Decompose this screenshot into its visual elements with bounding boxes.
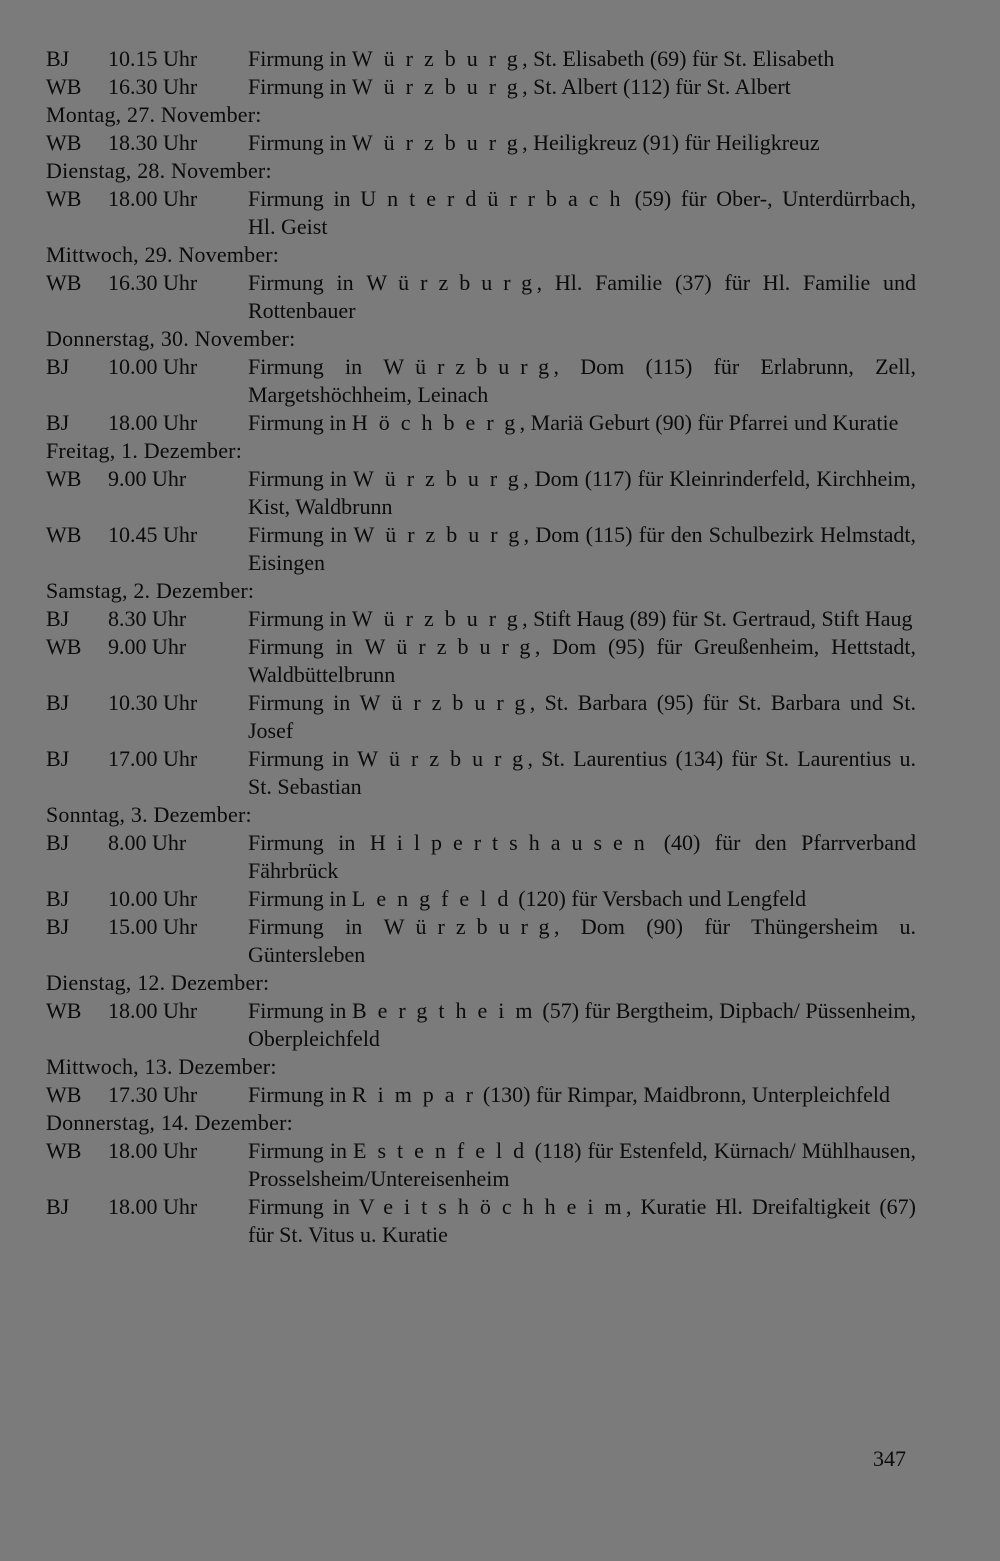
entry-place: Würzburg bbox=[383, 914, 561, 939]
schedule-entry bbox=[46, 829, 916, 885]
officiant-code: WB bbox=[46, 1082, 82, 1107]
entry-details: , Heiligkreuz (91) für Heiligkreuz bbox=[522, 130, 820, 155]
day-heading: Freitag, 1. Dezember: bbox=[46, 438, 243, 463]
schedule-entry bbox=[46, 45, 916, 73]
entry-details: , Dom (115) für Erlabrunn, Zell, Margetshöchheim, Leinach bbox=[248, 354, 917, 407]
entry-details: , Kuratie Hl. Dreifaltigkeit (67) für St. Vitus u. Kuratie bbox=[248, 1194, 916, 1247]
entry-details: (40) für den Pfarrverband Fährbrück bbox=[248, 830, 916, 883]
entry-prefix: Firmung in bbox=[248, 74, 347, 99]
schedule-entry bbox=[46, 885, 916, 913]
entry-time: 10.00 Uhr bbox=[108, 354, 198, 379]
entry-details: , St. Elisabeth (69) für St. Elisabeth bbox=[522, 46, 835, 71]
entry-place: Würzburg bbox=[351, 74, 529, 99]
entry-place: Würzburg bbox=[359, 690, 537, 715]
entry-prefix: Firmung in bbox=[248, 46, 347, 71]
officiant-code: WB bbox=[46, 998, 82, 1023]
entry-details: , Hl. Familie (37) für Hl. Familie und Rottenbauer bbox=[248, 270, 917, 323]
schedule-entry bbox=[46, 353, 916, 409]
day-heading: Montag, 27. November: bbox=[46, 102, 262, 127]
entry-description bbox=[248, 913, 916, 969]
entry-time: 18.00 Uhr bbox=[108, 1194, 198, 1219]
officiant-code: BJ bbox=[46, 1194, 70, 1219]
entry-place: Würzburg bbox=[352, 466, 530, 491]
entry-details: , Dom (90) für Thüngersheim u. Güntersleben bbox=[248, 914, 916, 967]
entry-place: Hilpertshausen bbox=[369, 830, 656, 855]
entry-details: , Dom (115) für den Schulbezirk Helmstadt, Eisingen bbox=[248, 522, 916, 575]
entry-details: , Dom (95) für Greußenheim, Hettstadt, Waldbüttelbrunn bbox=[248, 634, 917, 687]
entry-time: 8.30 Uhr bbox=[108, 606, 187, 631]
entry-details: , Mariä Geburt (90) für Pfarrei und Kuratie bbox=[519, 410, 899, 435]
day-heading: Sonntag, 3. Dezember: bbox=[46, 802, 252, 827]
entry-prefix: Firmung in bbox=[248, 634, 353, 659]
day-heading: Dienstag, 28. November: bbox=[46, 158, 272, 183]
day-heading: Mittwoch, 29. November: bbox=[46, 242, 280, 267]
schedule-entry bbox=[46, 745, 916, 801]
entry-prefix: Firmung in bbox=[248, 886, 347, 911]
entry-prefix: Firmung in bbox=[248, 690, 351, 715]
officiant-code: BJ bbox=[46, 830, 70, 855]
entry-place: Würzburg bbox=[364, 634, 542, 659]
officiant-code: BJ bbox=[46, 46, 70, 71]
officiant-code: WB bbox=[46, 270, 82, 295]
entry-place: Würzburg bbox=[351, 606, 529, 631]
entry-time: 18.00 Uhr bbox=[108, 998, 198, 1023]
schedule-entry bbox=[46, 73, 916, 101]
schedule-entry bbox=[46, 129, 916, 157]
entry-time: 18.00 Uhr bbox=[108, 186, 198, 211]
officiant-code: WB bbox=[46, 522, 82, 547]
entry-description bbox=[248, 1137, 916, 1193]
entry-description bbox=[248, 997, 916, 1053]
entry-prefix: Firmung in bbox=[248, 1082, 347, 1107]
entry-prefix: Firmung in bbox=[248, 606, 347, 631]
entry-description bbox=[248, 689, 916, 745]
entry-prefix: Firmung in bbox=[248, 1194, 350, 1219]
entry-time: 16.30 Uhr bbox=[108, 270, 198, 295]
officiant-code: WB bbox=[46, 466, 82, 491]
officiant-code: BJ bbox=[46, 886, 70, 911]
entry-description bbox=[248, 605, 916, 633]
entry-details: , Dom (117) für Kleinrinderfeld, Kirchheim, Kist, Waldbrunn bbox=[248, 466, 916, 519]
entry-details: , St. Albert (112) für St. Albert bbox=[522, 74, 791, 99]
entry-description bbox=[248, 129, 916, 157]
entry-description bbox=[248, 633, 916, 689]
day-heading: Donnerstag, 30. November: bbox=[46, 326, 296, 351]
entry-time: 10.00 Uhr bbox=[108, 886, 198, 911]
entry-description bbox=[248, 409, 916, 437]
entry-prefix: Firmung in bbox=[248, 914, 363, 939]
officiant-code: WB bbox=[46, 130, 82, 155]
entry-details: , St. Laurentius (134) für St. Laurentius u. St. Sebastian bbox=[248, 746, 916, 799]
schedule-entry bbox=[46, 185, 916, 241]
entry-description bbox=[248, 269, 916, 325]
entry-description bbox=[248, 185, 916, 241]
entry-prefix: Firmung in bbox=[248, 130, 347, 155]
day-heading: Donnerstag, 14. Dezember: bbox=[46, 1110, 293, 1135]
entry-description bbox=[248, 1081, 916, 1109]
entry-place: Würzburg bbox=[351, 46, 529, 71]
entry-place: Würzburg bbox=[357, 746, 535, 771]
schedule-entry bbox=[46, 997, 916, 1053]
entry-place: Veitshöchheim bbox=[358, 1194, 633, 1219]
entry-description bbox=[248, 45, 916, 73]
entry-place: Unterdürrbach bbox=[360, 186, 632, 211]
entry-details: (120) für Versbach und Lengfeld bbox=[512, 886, 807, 911]
entry-description bbox=[248, 73, 916, 101]
entry-time: 15.00 Uhr bbox=[108, 914, 198, 939]
entry-description bbox=[248, 829, 916, 885]
schedule-entry bbox=[46, 689, 916, 745]
entry-time: 17.00 Uhr bbox=[108, 746, 198, 771]
officiant-code: BJ bbox=[46, 746, 70, 771]
entry-description bbox=[248, 1193, 916, 1249]
entry-place: Würzburg bbox=[351, 130, 529, 155]
schedule-entry bbox=[46, 1137, 916, 1193]
entry-prefix: Firmung in bbox=[248, 354, 363, 379]
entry-time: 18.00 Uhr bbox=[108, 1138, 198, 1163]
entry-place: Rimpar bbox=[351, 1082, 484, 1107]
entry-prefix: Firmung in bbox=[248, 466, 347, 491]
schedule-list bbox=[46, 45, 916, 1249]
page-number: 347 bbox=[873, 1446, 906, 1471]
day-heading: Mittwoch, 13. Dezember: bbox=[46, 1054, 277, 1079]
officiant-code: BJ bbox=[46, 606, 70, 631]
entry-details: (59) für Ober-, Unterdürrbach, Hl. Geist bbox=[248, 186, 916, 239]
schedule-entry bbox=[46, 1193, 916, 1249]
entry-place: Lengfeld bbox=[351, 886, 520, 911]
schedule-entry bbox=[46, 633, 916, 689]
officiant-code: BJ bbox=[46, 410, 70, 435]
entry-time: 17.30 Uhr bbox=[108, 1082, 198, 1107]
entry-time: 18.00 Uhr bbox=[108, 410, 198, 435]
entry-time: 18.30 Uhr bbox=[108, 130, 198, 155]
entry-description bbox=[248, 745, 916, 801]
entry-place: Würzburg bbox=[383, 354, 561, 379]
entry-time: 16.30 Uhr bbox=[108, 74, 198, 99]
entry-details: (130) für Rimpar, Maidbronn, Unterpleichfeld bbox=[477, 1082, 891, 1107]
entry-prefix: Firmung in bbox=[248, 998, 347, 1023]
entry-details: (57) für Bergtheim, Dipbach/ Püssenheim, Oberpleichfeld bbox=[248, 998, 917, 1051]
schedule-entry bbox=[46, 465, 916, 521]
schedule-entry bbox=[46, 269, 916, 325]
entry-description bbox=[248, 353, 916, 409]
entry-details: , Stift Haug (89) für St. Gertraud, Stift Haug bbox=[522, 606, 913, 631]
entry-time: 8.00 Uhr bbox=[108, 830, 187, 855]
schedule-entry bbox=[46, 409, 916, 437]
day-heading: Samstag, 2. Dezember: bbox=[46, 578, 255, 603]
entry-prefix: Firmung in bbox=[248, 522, 348, 547]
entry-description bbox=[248, 465, 916, 521]
officiant-code: BJ bbox=[46, 690, 70, 715]
entry-prefix: Firmung in bbox=[248, 1138, 347, 1163]
officiant-code: WB bbox=[46, 74, 82, 99]
officiant-code: BJ bbox=[46, 354, 70, 379]
entry-place: Würzburg bbox=[366, 270, 544, 295]
entry-time: 10.15 Uhr bbox=[108, 46, 198, 71]
officiant-code: BJ bbox=[46, 914, 70, 939]
entry-place: Bergtheim bbox=[351, 998, 544, 1023]
officiant-code: WB bbox=[46, 1138, 82, 1163]
entry-description bbox=[248, 885, 916, 913]
entry-prefix: Firmung in bbox=[248, 746, 350, 771]
officiant-code: WB bbox=[46, 634, 82, 659]
day-heading: Dienstag, 12. Dezember: bbox=[46, 970, 270, 995]
entry-place: Höchberg bbox=[351, 410, 527, 435]
entry-time: 9.00 Uhr bbox=[108, 466, 187, 491]
entry-details: (118) für Estenfeld, Kürnach/ Mühlhausen, Prosselsheim/Untereisenheim bbox=[248, 1138, 916, 1191]
entry-time: 10.30 Uhr bbox=[108, 690, 198, 715]
schedule-entry bbox=[46, 605, 916, 633]
schedule-entry bbox=[46, 913, 916, 969]
entry-prefix: Firmung in bbox=[248, 186, 351, 211]
schedule-entry bbox=[46, 521, 916, 577]
entry-place: Estenfeld bbox=[353, 1138, 536, 1163]
entry-prefix: Firmung in bbox=[248, 270, 354, 295]
entry-details: , St. Barbara (95) für St. Barbara und St. Josef bbox=[248, 690, 917, 743]
entry-time: 10.45 Uhr bbox=[108, 522, 198, 547]
schedule-entry bbox=[46, 1081, 916, 1109]
entry-prefix: Firmung in bbox=[248, 830, 356, 855]
entry-description bbox=[248, 521, 916, 577]
entry-place: Würzburg bbox=[353, 522, 531, 547]
entry-prefix: Firmung in bbox=[248, 410, 347, 435]
officiant-code: WB bbox=[46, 186, 82, 211]
entry-time: 9.00 Uhr bbox=[108, 634, 187, 659]
